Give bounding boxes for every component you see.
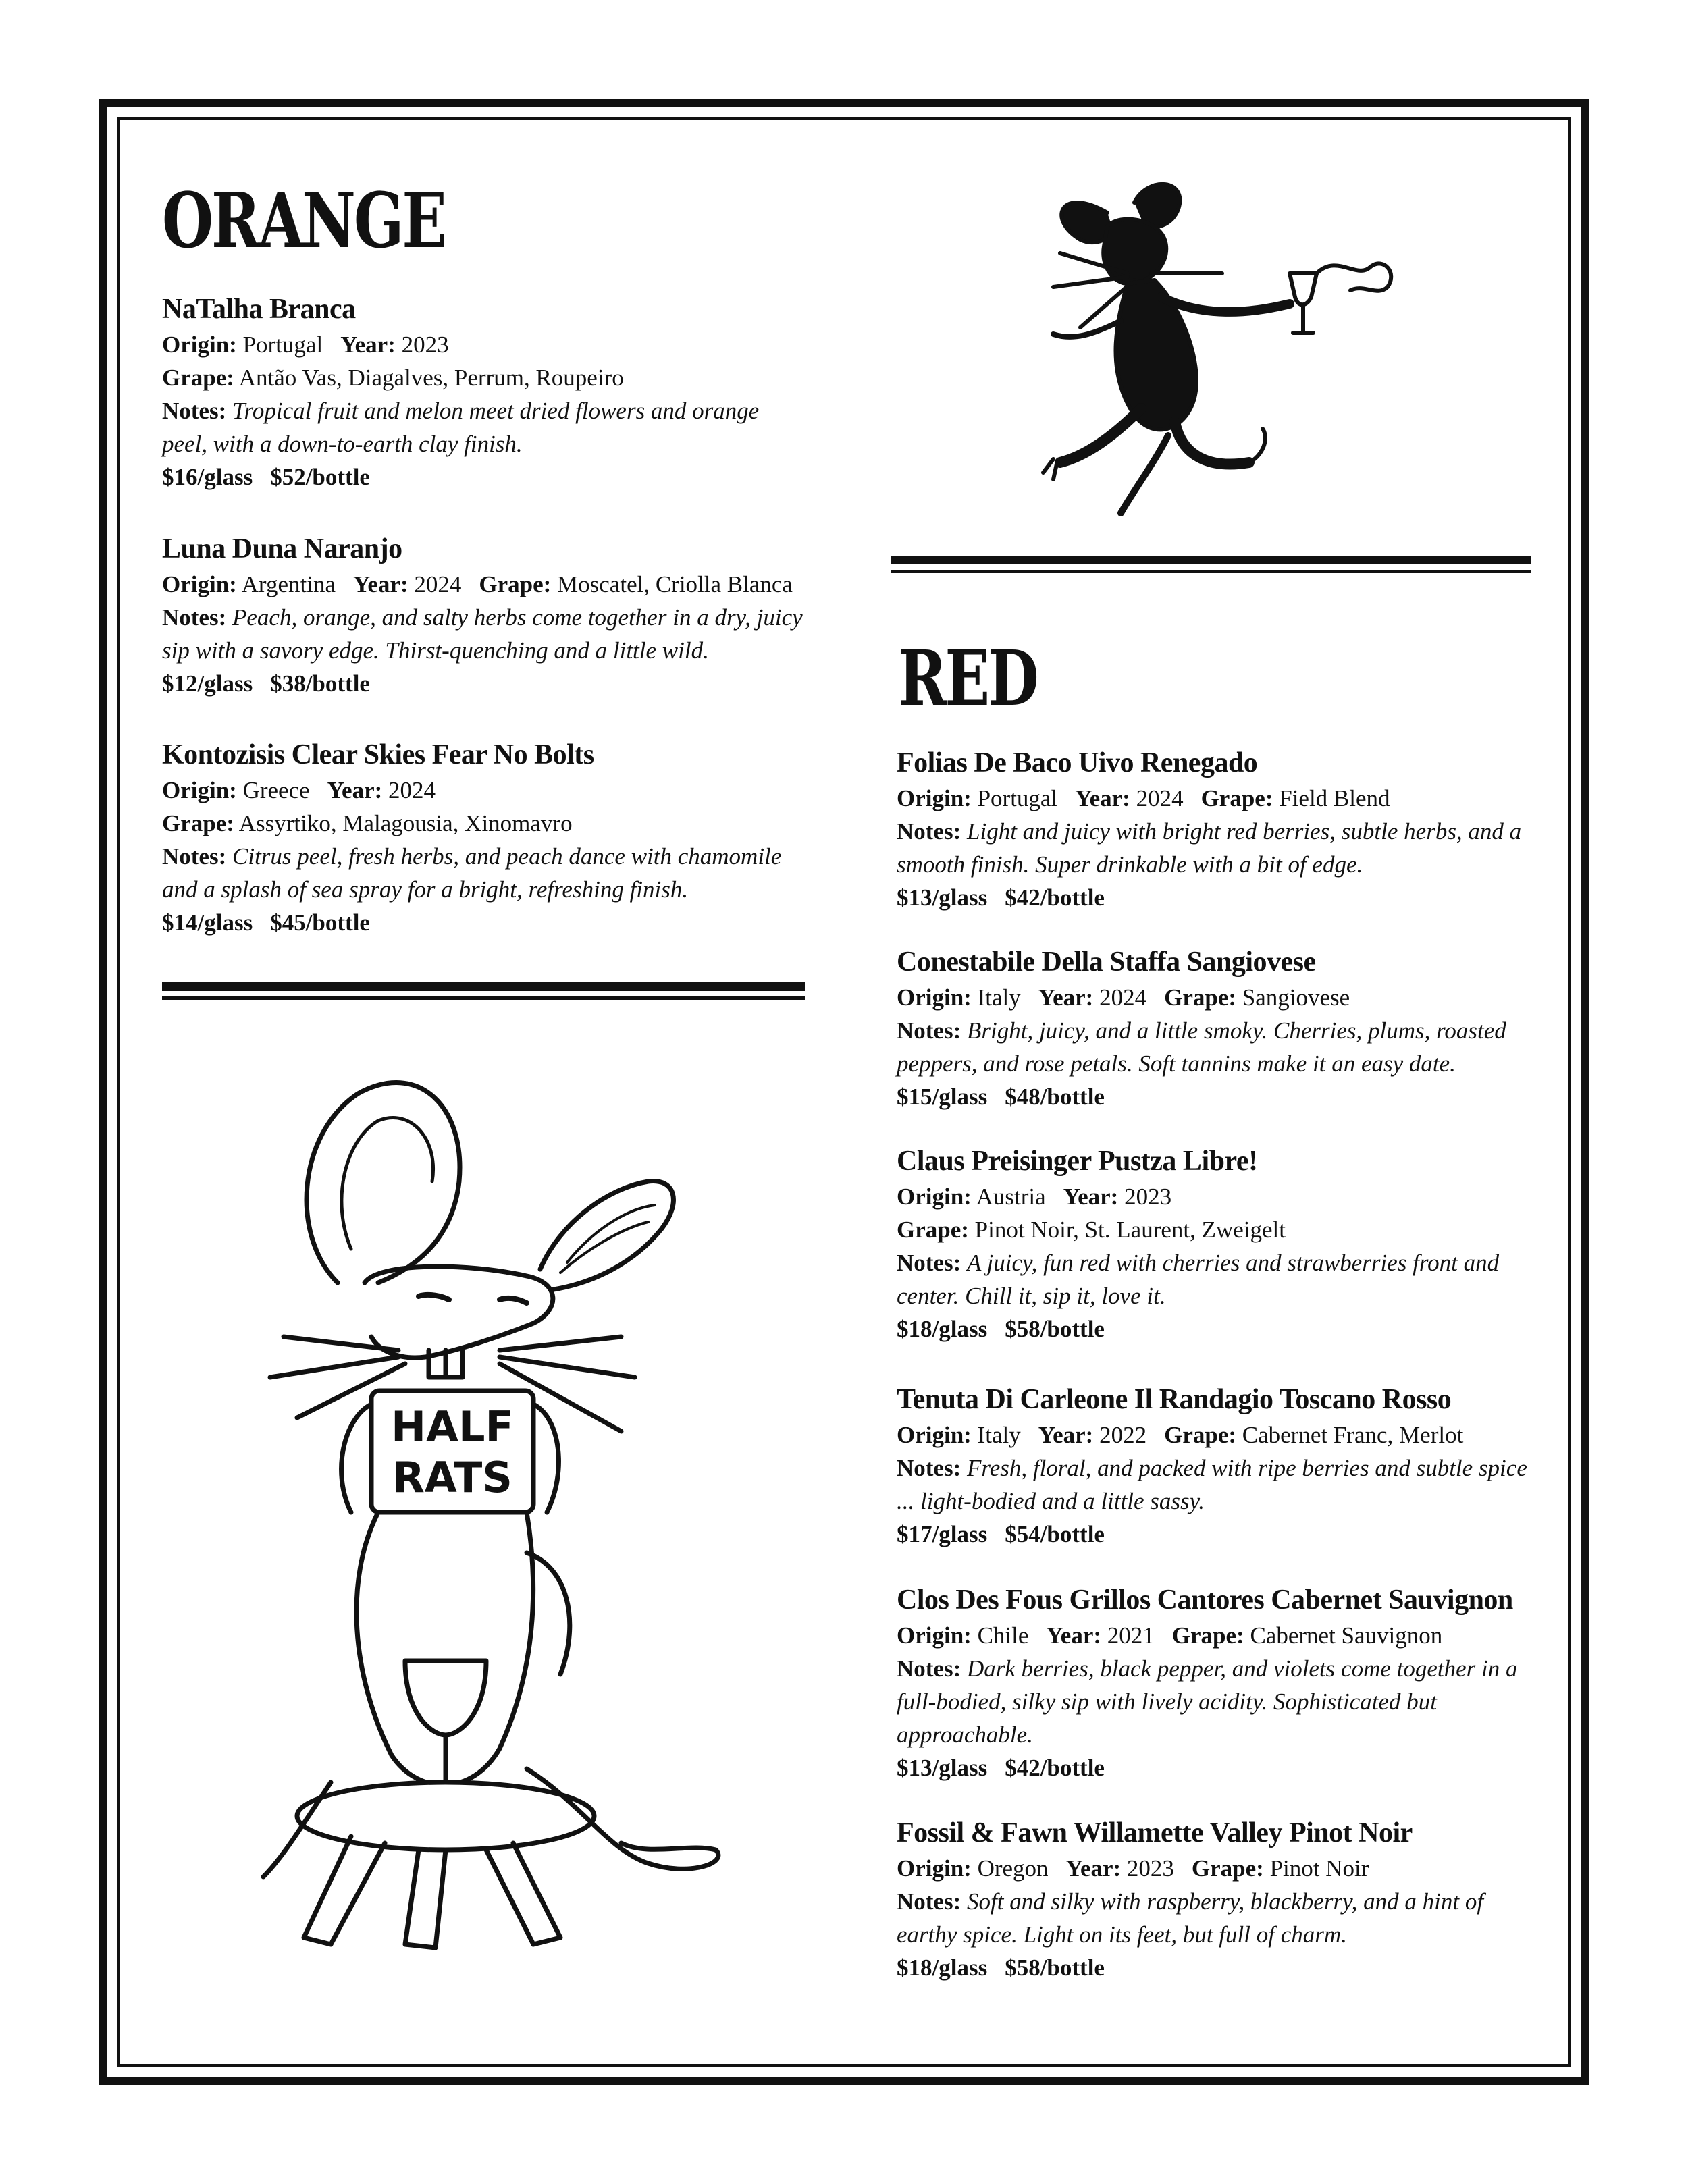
grape-label: Grape: [162, 365, 234, 391]
half-rats-illustration [243, 1067, 770, 1998]
origin-label: Origin: [897, 785, 972, 811]
glass-price: $13/glass [897, 1755, 988, 1781]
wine-notes: Dark berries, black pepper, and violets come together in a full-bodied, silky sip with lively acidity. Sophisticated but approachable. [897, 1655, 1518, 1748]
year-label: Year: [1046, 1622, 1102, 1649]
grape-label: Grape: [1171, 1622, 1244, 1649]
year-label: Year: [1065, 1855, 1122, 1882]
origin-label: Origin: [897, 1183, 972, 1210]
wine-name: Claus Preisinger Pustza Libre! [897, 1146, 1258, 1177]
wine-name: Tenuta Di Carleone Il Randagio Toscano Rosso [897, 1384, 1452, 1415]
bottle-price: $58/bottle [1005, 1316, 1105, 1342]
bottle-price: $48/bottle [1005, 1084, 1105, 1110]
wine-entry [162, 290, 810, 494]
wine-grape: Antão Vas, Diagalves, Perrum, Roupeiro [238, 365, 624, 391]
notes-label: Notes: [162, 843, 227, 870]
wine-grape: Cabernet Franc, Merlot [1242, 1422, 1464, 1448]
wine-origin: Italy [977, 1422, 1021, 1448]
wine-year: 2023 [1124, 1183, 1172, 1210]
wine-year: 2022 [1099, 1422, 1147, 1448]
wine-name: Fossil & Fawn Willamette Valley Pinot Noir [897, 1817, 1413, 1848]
year-label: Year: [352, 571, 408, 597]
wine-grape: Assyrtiko, Malagousia, Xinomavro [238, 810, 573, 836]
glass-price: $14/glass [162, 909, 253, 936]
red-section-title: RED [898, 635, 1037, 723]
wine-notes: Citrus peel, fresh herbs, and peach dance with chamomile and a splash of sea spray for a bright, refreshing finish. [162, 843, 782, 903]
wine-entry [897, 744, 1545, 914]
notes-label: Notes: [162, 604, 227, 631]
bottle-price: $42/bottle [1005, 1755, 1105, 1781]
wine-entry [897, 1142, 1545, 1346]
grape-label: Grape: [1164, 984, 1237, 1011]
wine-notes: A juicy, fun red with cherries and strawberries front and center. Chill it, sip it, love it. [897, 1250, 1500, 1309]
wine-origin: Argentina [241, 571, 336, 597]
year-label: Year: [340, 331, 396, 358]
wine-entry [897, 1581, 1545, 1784]
glass-price: $18/glass [897, 1954, 988, 1981]
origin-label: Origin: [162, 331, 237, 358]
grape-label: Grape: [479, 571, 552, 597]
dancing-rat-illustration [1033, 172, 1411, 523]
wine-name: Conestabile Della Staffa Sangiovese [897, 947, 1316, 978]
wine-entry [162, 736, 810, 939]
bottle-price: $42/bottle [1005, 884, 1105, 911]
wine-origin: Greece [242, 777, 310, 803]
wine-name: NaTalha Branca [162, 294, 356, 325]
wine-origin: Portugal [242, 331, 323, 358]
wine-name: Clos Des Fous Grillos Cantores Cabernet Sauvignon [897, 1584, 1513, 1616]
wine-name: Folias De Baco Uivo Renegado [897, 747, 1258, 778]
glass-price: $17/glass [897, 1521, 988, 1547]
grape-label: Grape: [1201, 785, 1273, 811]
grape-label: Grape: [1191, 1855, 1264, 1882]
section-divider [891, 556, 1531, 576]
bottle-price: $45/bottle [270, 909, 370, 936]
bottle-price: $58/bottle [1005, 1954, 1105, 1981]
glass-price: $13/glass [897, 884, 988, 911]
wine-grape: Pinot Noir [1269, 1855, 1369, 1882]
bottle-price: $38/bottle [270, 670, 370, 697]
glass-price: $16/glass [162, 464, 253, 490]
origin-label: Origin: [897, 1855, 972, 1882]
sign-text-line2: RATS [392, 1453, 512, 1502]
origin-label: Origin: [897, 984, 972, 1011]
year-label: Year: [1075, 785, 1130, 811]
notes-label: Notes: [897, 1017, 961, 1044]
grape-label: Grape: [1164, 1422, 1237, 1448]
glass-price: $18/glass [897, 1316, 988, 1342]
wine-year: 2024 [388, 777, 436, 803]
bottle-price: $52/bottle [270, 464, 370, 490]
sign-text-line1: HALF [391, 1402, 514, 1451]
grape-label: Grape: [162, 810, 234, 836]
wine-grape: Cabernet Sauvignon [1250, 1622, 1443, 1649]
year-label: Year: [1063, 1183, 1119, 1210]
notes-label: Notes: [897, 1655, 961, 1682]
bottle-price: $54/bottle [1005, 1521, 1105, 1547]
wine-entry [897, 1814, 1545, 1984]
wine-notes: Tropical fruit and melon meet dried flowers and orange peel, with a down-to-earth clay finish. [162, 398, 760, 457]
wine-grape: Pinot Noir, St. Laurent, Zweigelt [974, 1217, 1286, 1243]
wine-origin: Chile [977, 1622, 1029, 1649]
wine-entry [897, 943, 1545, 1113]
glass-price: $12/glass [162, 670, 253, 697]
origin-label: Origin: [897, 1422, 972, 1448]
year-label: Year: [327, 777, 383, 803]
year-label: Year: [1038, 984, 1094, 1011]
wine-notes: Peach, orange, and salty herbs come together in a dry, juicy sip with a savory edge. Thirst-quenching and a little wild. [162, 604, 803, 664]
wine-notes: Light and juicy with bright red berries, subtle herbs, and a smooth finish. Super drinkable with a bit of edge. [897, 818, 1522, 878]
wine-name: Luna Duna Naranjo [162, 533, 402, 564]
origin-label: Origin: [897, 1622, 972, 1649]
wine-year: 2024 [1136, 785, 1184, 811]
wine-year: 2023 [1126, 1855, 1174, 1882]
wine-entry [162, 530, 810, 700]
notes-label: Notes: [897, 1250, 961, 1276]
wine-year: 2024 [1099, 984, 1147, 1011]
notes-label: Notes: [897, 1455, 961, 1481]
wine-year: 2021 [1107, 1622, 1155, 1649]
wine-name: Kontozisis Clear Skies Fear No Bolts [162, 739, 594, 770]
notes-label: Notes: [162, 398, 227, 424]
wine-origin: Portugal [977, 785, 1058, 811]
wine-year: 2024 [414, 571, 462, 597]
wine-grape: Field Blend [1279, 785, 1390, 811]
wine-notes: Fresh, floral, and packed with ripe berries and subtle spice ... light-bodied and a little sassy. [897, 1455, 1527, 1514]
wine-notes: Bright, juicy, and a little smoky. Cherries, plums, roasted peppers, and rose petals. Soft tannins make it an easy date. [897, 1017, 1506, 1077]
orange-section-title: ORANGE [162, 177, 445, 265]
notes-label: Notes: [897, 1888, 961, 1915]
wine-grape: Sangiovese [1242, 984, 1350, 1011]
wine-notes: Soft and silky with raspberry, blackberry, and a hint of earthy spice. Light on its feet, but full of charm. [897, 1888, 1484, 1948]
origin-label: Origin: [162, 777, 237, 803]
wine-year: 2023 [401, 331, 449, 358]
wine-grape: Moscatel, Criolla Blanca [557, 571, 793, 597]
glass-price: $15/glass [897, 1084, 988, 1110]
wine-origin: Oregon [977, 1855, 1049, 1882]
section-divider [162, 982, 805, 1003]
year-label: Year: [1038, 1422, 1094, 1448]
wine-entry [897, 1381, 1545, 1551]
notes-label: Notes: [897, 818, 961, 845]
grape-label: Grape: [897, 1217, 969, 1243]
wine-origin: Austria [976, 1183, 1046, 1210]
wine-origin: Italy [977, 984, 1021, 1011]
origin-label: Origin: [162, 571, 237, 597]
